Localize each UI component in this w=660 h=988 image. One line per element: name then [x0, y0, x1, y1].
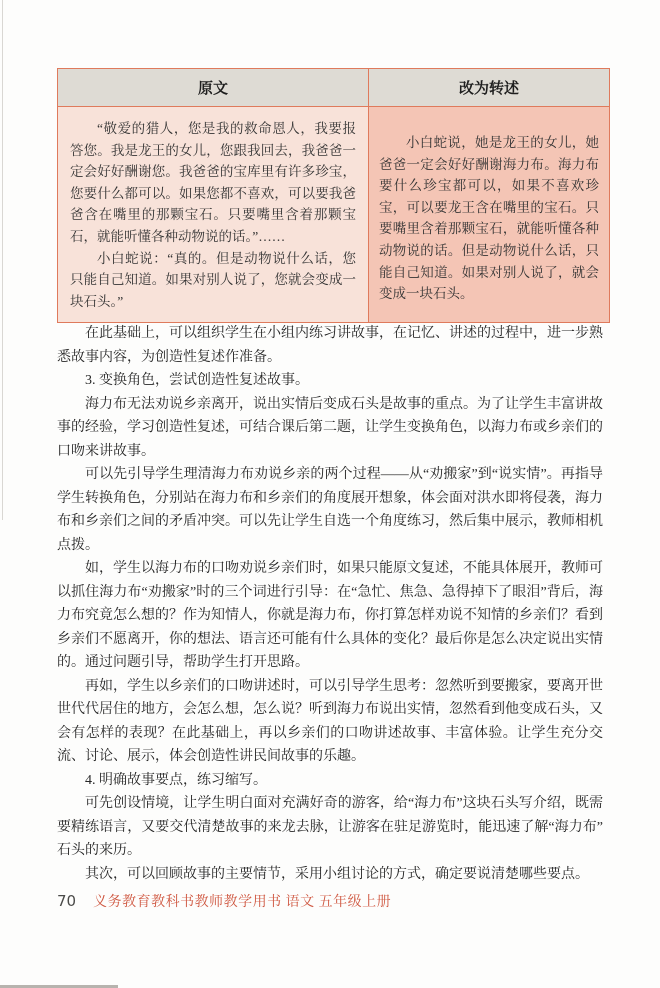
table-cell-original-text: [58, 107, 369, 323]
body-paragraph-numbered-item-4: 4. 明确故事要点，练习缩写。: [85, 772, 267, 788]
body-paragraph: 再如，学生以乡亲们的口吻讲述时，可以引导学生思考：忽然听到要搬家，要离开世世代代居住的地方，会怎么想，怎么说？听到海力布说出实情，忽然看到他变成石头，又会有怎样的表现？在此基础上，再以乡亲们的口吻讲述故事、丰富体验。让学生充分交流、讨论、展示，体会创造性讲民间故事的乐趣。: [57, 678, 603, 764]
teaching-guide-body: [57, 322, 603, 886]
body-paragraph-numbered-item-3: 3. 变换角色，尝试创造性复述故事。: [85, 373, 309, 388]
scan-edge-artifact-left: [2, 0, 3, 520]
body-paragraph: 在此基础上，可以组织学生在小组内练习讲故事，在记忆、讲述的过程中，进一步熟悉故事内容，为创造性复述作准备。: [57, 326, 603, 365]
body-paragraph: 可先创设情境，让学生明白面对充满好奇的游客，给“海力布”这块石头写介绍，既需要精练语言，又要交代清楚故事的来龙去脉，让游客在驻足游览时，能迅速了解“海力布”石头的来历。: [57, 796, 603, 858]
body-paragraph: 如，学生以海力布的口吻劝说乡亲们时，如果只能原文复述，不能具体展开，教师可以抓住海力布“劝搬家”时的三个词进行引导：在“急忙、焦急、急得掉下了眼泪”背后，海力布究竟怎么想的？作为知情人，你就是海力布，你打算怎样劝说不知情的乡亲们？看到乡亲们不愿离开，你的想法、语言还可能有什么具体的变化？最后你是怎么决定说出实情的。通过问题引导，帮助学生打开思路。: [57, 561, 603, 670]
original-text-paragraph: “敬爱的猎人，您是我的救命恩人，我要报答您。我是龙王的女儿，您跟我回去，我爸爸一定会好好酬谢您。我爸爸的宝库里有许多珍宝，您要什么都可以。如果您都不喜欢，可以要我爸爸含在嘴里的那颗宝石。只要嘴里含着那颗宝石，就能听懂各种动物说的话。”……: [70, 121, 356, 244]
original-text-paragraph: 小白蛇说：“真的。但是动物说什么话，您只能自己知道。如果对别人说了，您就会变成一块石头。”: [70, 250, 356, 309]
table-cell-retold-text: [369, 107, 610, 323]
retell-comparison-table: [57, 68, 610, 323]
table-header-row: [58, 69, 610, 107]
body-paragraph: 可以先引导学生理清海力布劝说乡亲的两个过程——从“劝搬家”到“说实情”。再指导学生转换角色，分别站在海力布和乡亲们的角度展开想象，体会面对洪水即将侵袭，海力布和乡亲们之间的矛盾冲突。可以先让学生自选一个角度练习，然后集中展示，教师相机点拨。: [57, 467, 603, 553]
retold-text-paragraph: 小白蛇说，她是龙王的女儿，她爸爸一定会好好酬谢海力布。海力布要什么珍宝都可以，如果不喜欢珍宝，可以要龙王含在嘴里的宝石。只要嘴里含着那颗宝石，就能听懂各种动物说的话。但是动物说什么话，只能自己知道。如果对别人说了，就会变成一块石头。: [379, 135, 599, 302]
body-paragraph: 海力布无法劝说乡亲离开，说出实情后变成石头是故事的重点。为了让学生丰富讲故事的经验，学习创造性复述，可结合课后第二题，让学生变换角色，以海力布或乡亲们的口吻来讲故事。: [57, 396, 603, 459]
table-header-retold: 改为转述: [369, 69, 610, 107]
body-paragraph: 其次，可以回顾故事的主要情节，采用小组讨论的方式，确定要说清楚哪些要点。: [85, 866, 589, 882]
page-footer: [57, 891, 391, 911]
table-header-original: 原文: [58, 69, 369, 107]
book-title: 义务教育教科书教师教学用书 语文 五年级上册: [93, 895, 392, 910]
table-body-row: [58, 107, 610, 323]
page-number: 70: [57, 892, 77, 910]
